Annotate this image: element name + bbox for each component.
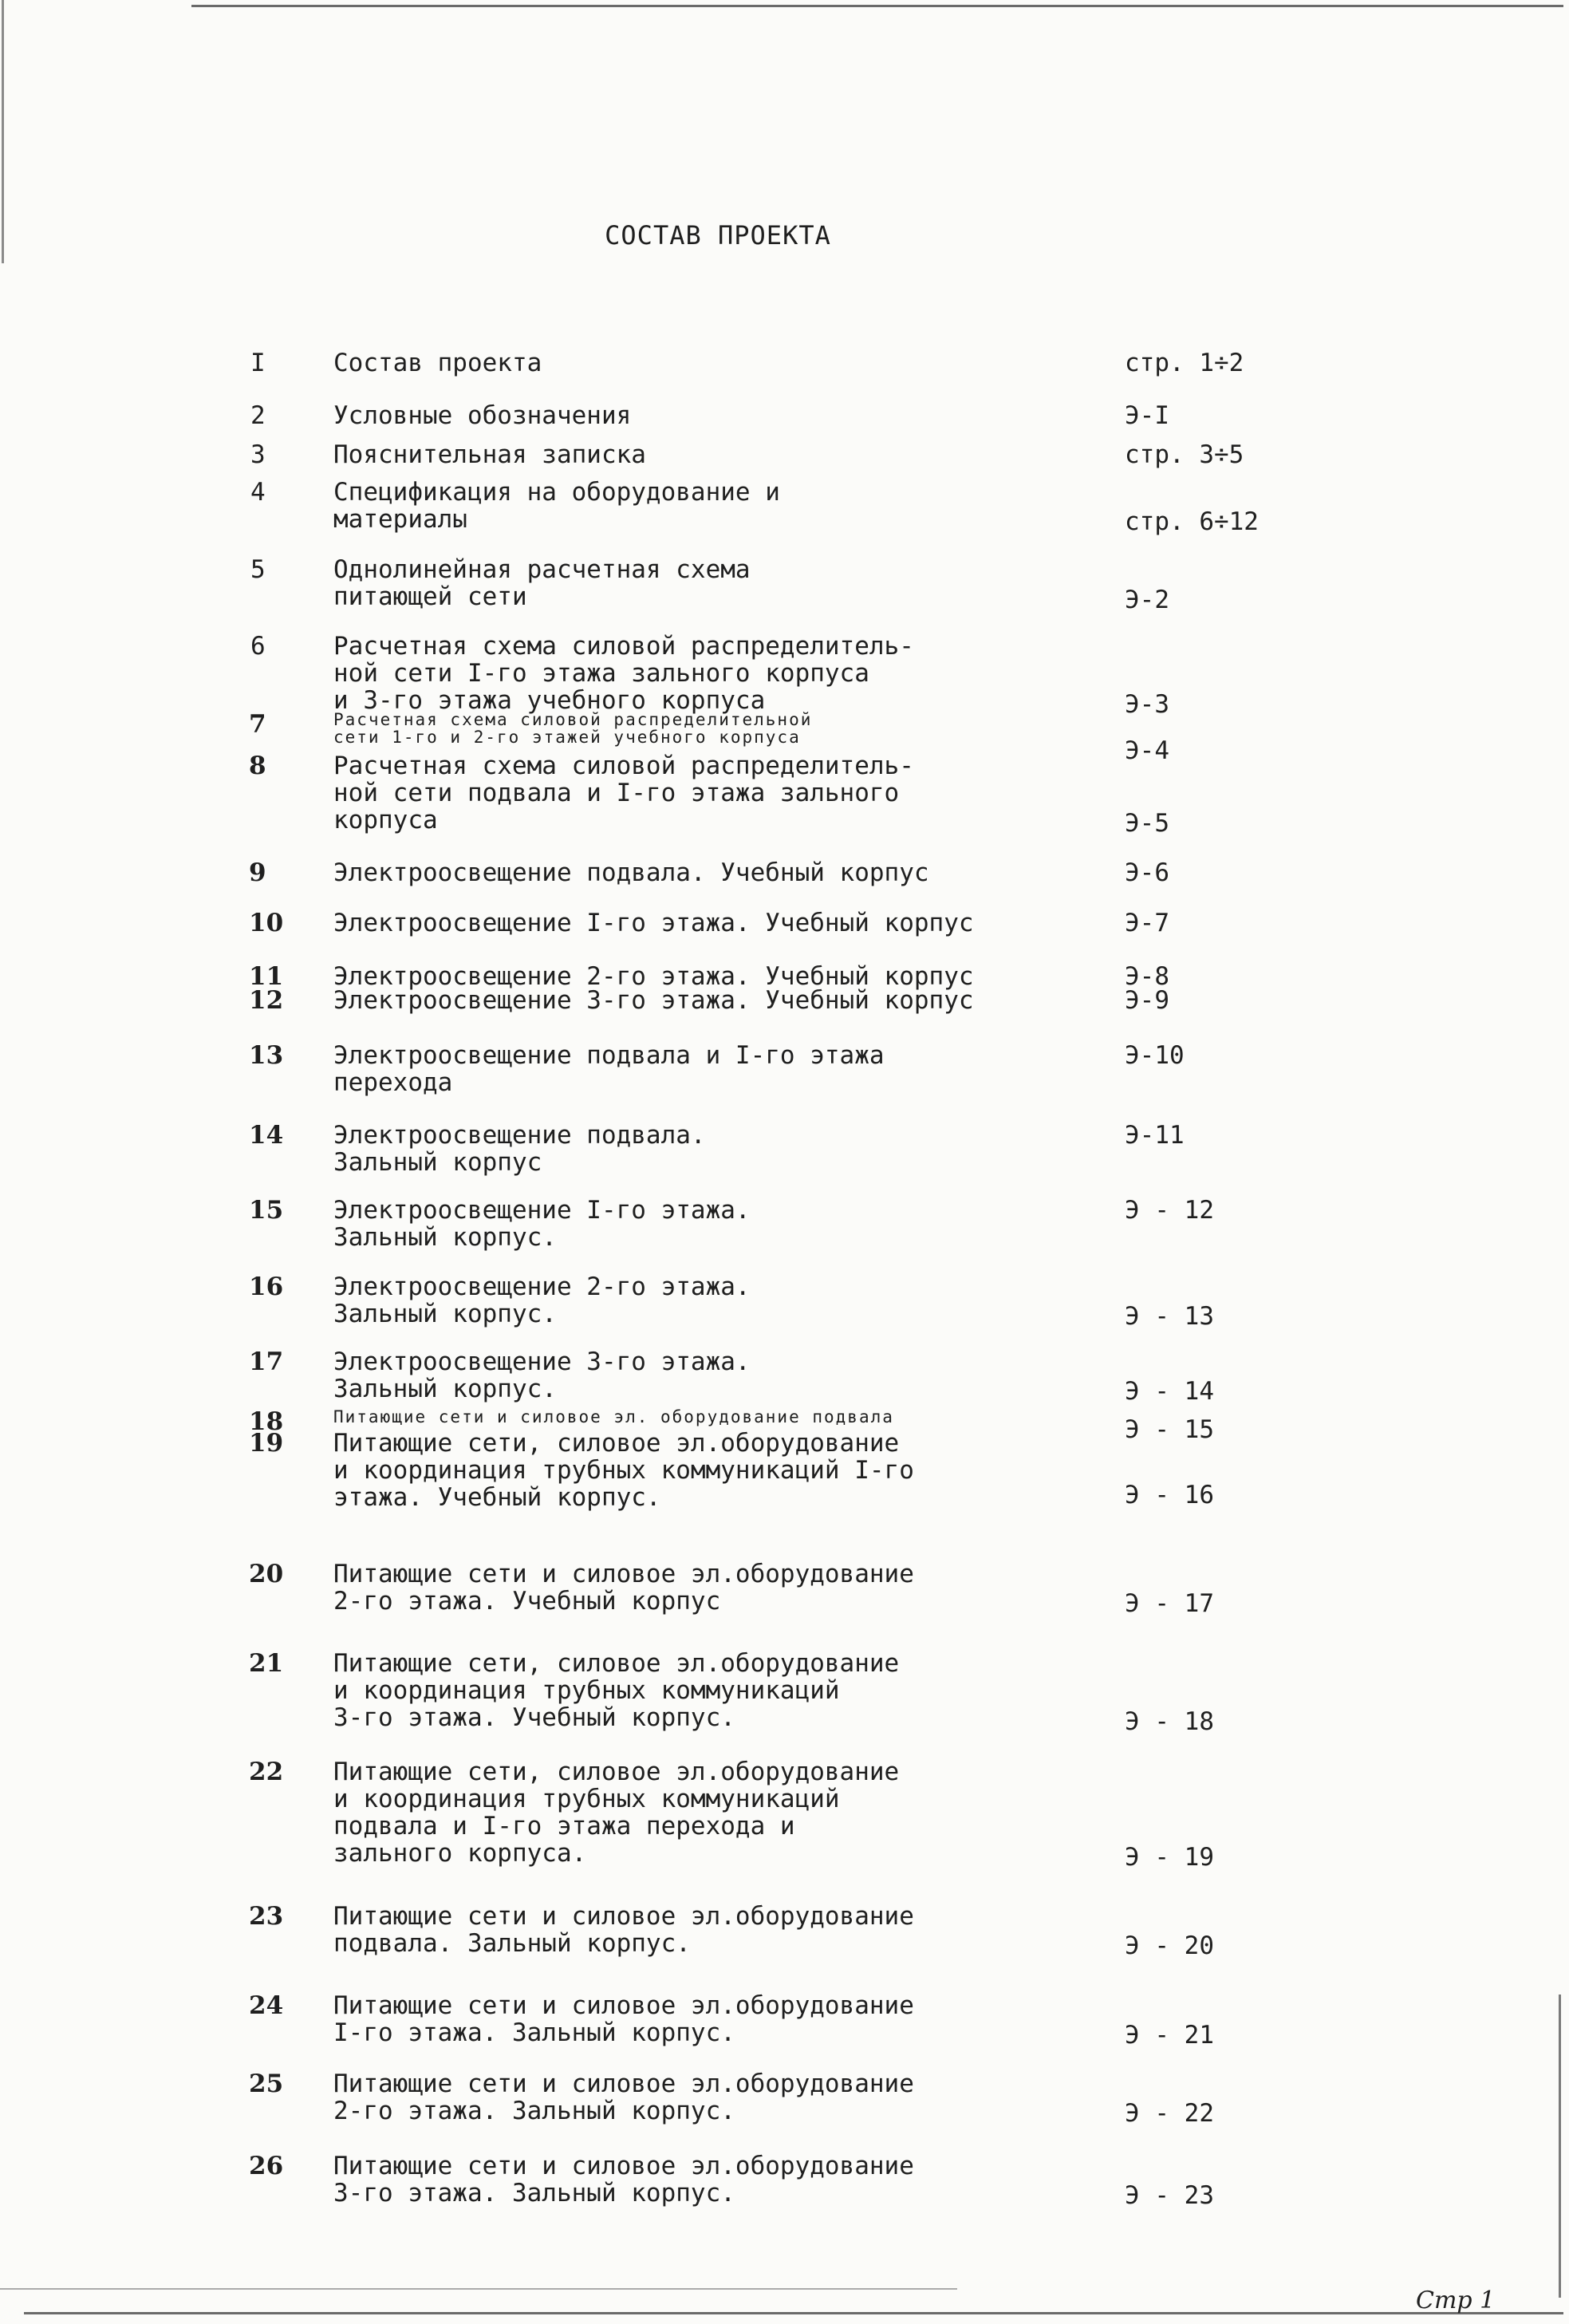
item-description-line: Питающие сети, силовое эл.оборудование: [333, 1429, 900, 1458]
item-sheet-ref: Э - 20: [1125, 1931, 1214, 1960]
item-number: 15: [249, 1196, 284, 1225]
item-sheet-ref: Э - 23: [1125, 2181, 1214, 2210]
item-sheet-ref: Э - 13: [1125, 1302, 1214, 1331]
item-description-line: подвала и I-го этажа перехода и: [333, 1812, 795, 1841]
item-description-line: Зальный корпус: [333, 1148, 542, 1177]
item-description-line: ной сети I-го этажа зального корпуса: [333, 659, 869, 688]
item-description-line: Питающие сети и силовое эл.оборудование: [333, 1560, 914, 1588]
item-description-line: Расчетная схема силовой распределительной: [333, 710, 813, 729]
item-number: 20: [249, 1560, 284, 1588]
item-sheet-ref: Э - 16: [1125, 1481, 1214, 1509]
item-description-line: Питающие сети, силовое эл.оборудование: [333, 1758, 900, 1786]
item-description-line: Электроосвещение подвала и I-го этажа: [333, 1041, 885, 1070]
item-number: 25: [249, 2070, 284, 2098]
item-description-line: Состав проекта: [333, 349, 542, 377]
item-sheet-ref: Э - 15: [1125, 1415, 1214, 1444]
item-description-line: и 3-го этажа учебного корпуса: [333, 686, 766, 715]
item-description-line: 3-го этажа. Зальный корпус.: [333, 2179, 735, 2208]
item-number: 19: [249, 1429, 284, 1458]
item-sheet-ref: стр. 3÷5: [1125, 440, 1244, 469]
item-sheet-ref: Э-10: [1125, 1041, 1185, 1070]
item-number: 9: [249, 858, 266, 887]
item-description-line: Расчетная схема силовой распределитель-: [333, 752, 914, 780]
item-sheet-ref: Э - 22: [1125, 2099, 1214, 2128]
item-sheet-ref: Э-5: [1125, 809, 1169, 838]
page-number: Стр 1: [1416, 2287, 1496, 2314]
item-number: 12: [249, 986, 284, 1015]
item-description-line: питающей сети: [333, 582, 527, 611]
item-description-line: Зальный корпус.: [333, 1300, 557, 1328]
item-sheet-ref: Э-6: [1125, 858, 1169, 887]
item-description-line: Зальный корпус.: [333, 1223, 557, 1252]
item-description-line: и координация трубных коммуникаций: [333, 1785, 840, 1813]
item-description-line: ной сети подвала и I-го этажа зального: [333, 779, 900, 807]
item-description-line: 2-го этажа. Зальный корпус.: [333, 2097, 735, 2125]
item-sheet-ref: Э - 18: [1125, 1707, 1214, 1736]
item-number: 17: [249, 1347, 284, 1376]
item-number: 18: [249, 1407, 284, 1436]
item-description-line: Питающие сети, силовое эл.оборудование: [333, 1649, 900, 1678]
item-description-line: Электроосвещение подвала.: [333, 1121, 706, 1150]
item-number: 3: [250, 440, 266, 469]
item-number: 2: [250, 401, 266, 430]
item-description-line: Пояснительная записка: [333, 440, 646, 469]
item-description-line: зального корпуса.: [333, 1839, 587, 1868]
item-number: 4: [250, 478, 266, 507]
item-description-line: подвала. Зальный корпус.: [333, 1929, 691, 1958]
item-sheet-ref: Э-4: [1125, 736, 1169, 765]
item-sheet-ref: стр. 6÷12: [1125, 507, 1259, 536]
item-description-line: корпуса: [333, 806, 438, 835]
item-description-line: 3-го этажа. Учебный корпус.: [333, 1703, 735, 1732]
item-number: 21: [249, 1649, 284, 1678]
item-number: 16: [249, 1272, 284, 1301]
item-sheet-ref: Э - 21: [1125, 2021, 1214, 2050]
item-description-line: и координация трубных коммуникаций: [333, 1676, 840, 1705]
item-description-line: Питающие сети и силовое эл.оборудование: [333, 2152, 914, 2180]
item-sheet-ref: Э-3: [1125, 690, 1169, 719]
item-description-line: перехода: [333, 1068, 453, 1097]
item-sheet-ref: Э - 17: [1125, 1589, 1214, 1618]
item-description-line: Условные обозначения: [333, 401, 632, 430]
item-description-line: Электроосвещение 2-го этажа. Учебный корпус: [333, 962, 974, 991]
item-number: 11: [249, 962, 284, 991]
item-description-line: Электроосвещение подвала. Учебный корпус: [333, 858, 929, 887]
item-description-line: 2-го этажа. Учебный корпус: [333, 1587, 721, 1616]
item-sheet-ref: Э-I: [1125, 401, 1169, 430]
item-description-line: Электроосвещение I-го этажа. Учебный корпус: [333, 909, 974, 937]
item-number: 22: [249, 1758, 284, 1786]
item-description-line: Однолинейная расчетная схема: [333, 555, 751, 584]
item-description-line: материалы: [333, 505, 467, 534]
item-number: 14: [249, 1121, 284, 1150]
item-sheet-ref: Э-9: [1125, 986, 1169, 1015]
item-number: I: [250, 349, 266, 377]
item-sheet-ref: Э - 14: [1125, 1377, 1214, 1406]
item-description-line: Спецификация на оборудование и: [333, 478, 780, 507]
item-description-line: Питающие сети и силовое эл.оборудование: [333, 1902, 914, 1931]
item-number: 24: [249, 1991, 284, 2020]
item-description-line: I-го этажа. Зальный корпус.: [333, 2018, 735, 2047]
item-number: 6: [250, 632, 266, 661]
item-sheet-ref: Э-2: [1125, 586, 1169, 614]
item-number: 7: [249, 710, 266, 739]
item-description-line: Питающие сети и силовое эл.оборудование: [333, 2070, 914, 2098]
document-title: СОСТАВ ПРОЕКТА: [605, 220, 831, 251]
item-sheet-ref: стр. 1÷2: [1125, 349, 1244, 377]
item-sheet-ref: Э-11: [1125, 1121, 1185, 1150]
item-description-line: Расчетная схема силовой распределитель-: [333, 632, 914, 661]
item-description-line: Питающие сети и силовое эл.оборудование: [333, 1991, 914, 2020]
item-number: 10: [249, 909, 284, 937]
item-sheet-ref: Э-8: [1125, 962, 1169, 991]
item-number: 26: [249, 2152, 284, 2180]
item-description-line: Электроосвещение I-го этажа.: [333, 1196, 751, 1225]
item-description-line: Электроосвещение 2-го этажа.: [333, 1272, 751, 1301]
item-number: 13: [249, 1041, 284, 1070]
item-description-line: и координация трубных коммуникаций I-го: [333, 1456, 914, 1485]
item-number: 5: [250, 555, 266, 584]
item-description-line: Зальный корпус.: [333, 1375, 557, 1403]
item-sheet-ref: Э - 12: [1125, 1196, 1214, 1225]
item-description-line: этажа. Учебный корпус.: [333, 1483, 661, 1512]
item-number: 23: [249, 1902, 284, 1931]
item-description-line: Питающие сети и силовое эл. оборудование подвала: [333, 1407, 894, 1426]
item-description-line: Электроосвещение 3-го этажа. Учебный корпус: [333, 986, 974, 1015]
item-sheet-ref: Э-7: [1125, 909, 1169, 937]
item-number: 8: [249, 752, 266, 780]
item-description-line: Электроосвещение 3-го этажа.: [333, 1347, 751, 1376]
item-sheet-ref: Э - 19: [1125, 1843, 1214, 1872]
item-description-line: сети 1-го и 2-го этажей учебного корпуса: [333, 728, 801, 747]
